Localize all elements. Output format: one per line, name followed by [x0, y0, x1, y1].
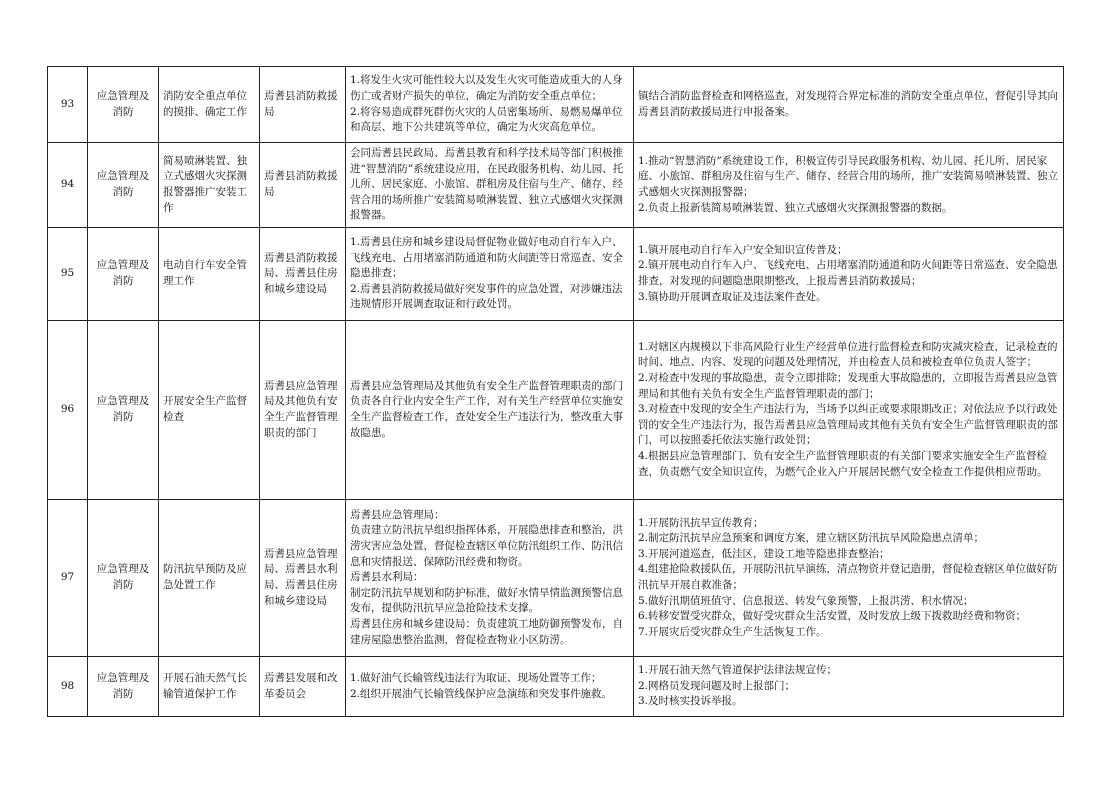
department-duty-cell	[346, 321, 634, 500]
item-cell: 电动自行车安全管理工作	[159, 228, 260, 321]
table-row	[48, 657, 1064, 717]
department-duty-cell	[346, 657, 634, 717]
duty-line: 2.制定防汛抗旱应急预案和调度方案，建立辖区防汛抗旱风险隐患点清单；	[638, 532, 985, 545]
town-duty-cell	[634, 500, 1064, 657]
item-cell: 消防安全重点单位的摸排、确定工作	[159, 67, 260, 143]
duty-line: 2.焉耆县消防救援局做好突发事件的应急处置，对涉嫌违法违规情形开展调查取证和行政处罚。	[350, 282, 623, 311]
duty-line: 1.开展防汛抗旱宣传教育；	[638, 516, 764, 529]
duty-line: 2.网格员发现问题及时上报部门；	[638, 679, 796, 692]
department-cell: 焉耆县发展和改革委员会	[260, 657, 346, 717]
row-number: 94	[48, 143, 88, 228]
department-cell: 焉耆县消防救援局、焉耆县住房和城乡建设局	[260, 228, 346, 321]
department-cell: 焉耆县消防救援局	[260, 143, 346, 228]
row-number: 97	[48, 500, 88, 657]
duty-line: 3.及时核实投诉举报。	[638, 695, 743, 708]
duty-line: 2.对检查中发现的事故隐患，责令立即排除；发现重大事故隐患的，立即报告焉耆县应急管理局和其他有关负有安全生产监督管理职责的部门；	[638, 372, 1058, 400]
table-row	[48, 228, 1064, 321]
duty-line: 焉耆县应急管理局及其他负有安全生产监督管理职责的部门负责各自行业内安全生产工作，对有关生产经营单位实施安全生产监督检查工作，查处安全生产违法行为，整改重大事故隐患。	[350, 379, 623, 439]
category-cell: 应急管理及消防	[88, 143, 159, 228]
duty-line: 2.镇开展电动自行车入户、飞线充电、占用堵塞消防通道和防火间距等日常巡查、安全隐患排查，对发现的问题隐患限期整改，上报焉耆县消防救援局；	[638, 259, 1058, 287]
duty-line: 3.开展河道巡查，低洼区，建设工地等隐患排查整治；	[638, 547, 890, 560]
duty-line: 1.做好油气长输管线违法行为取证、现场处置等工作；	[350, 671, 602, 684]
duty-line: 焉耆县水利局：	[350, 571, 424, 584]
category-cell: 应急管理及消防	[88, 500, 159, 657]
category-cell: 应急管理及消防	[88, 67, 159, 143]
department-duty-cell	[346, 228, 634, 321]
duty-line: 镇结合消防监督检查和网格巡查，对发现符合界定标准的消防安全重点单位，督促引导其向焉耆县消防救援局进行申报备案。	[638, 89, 1058, 118]
department-duty-cell	[346, 67, 634, 143]
department-cell: 焉耆县消防救援局	[260, 67, 346, 143]
row-number: 93	[48, 67, 88, 143]
category-cell: 应急管理及消防	[88, 321, 159, 500]
duty-line: 4.根据县应急管理部门、负有安全生产监督管理职责的有关部门要求实施安全生产监督检查，负责燃气安全知识宣传，为燃气企业入户开展居民燃气安全检查工作提供相应帮助。	[638, 449, 1048, 478]
department-cell: 焉耆县应急管理局、焉耆县水利局、焉耆县住房和城乡建设局	[260, 500, 346, 657]
duty-line: 1.镇开展电动自行车入户安全知识宣传普及；	[638, 243, 848, 256]
table-body	[48, 67, 1064, 717]
row-number: 98	[48, 657, 88, 717]
item-cell: 防汛抗旱预防及应急处置工作	[159, 500, 260, 657]
duty-line: 7.开展灾后受灾群众生产生活恢复工作。	[638, 625, 827, 638]
duty-line: 负责建立防汛抗旱组织指挥体系，开展隐患排查和整治，洪涝灾害应急处置，督促检查辖区单位防汛组织工作、防汛信息和灾情报送、保障防汛经费和物资。	[350, 524, 623, 568]
department-duty-cell	[346, 143, 634, 228]
duty-line: 4.组建抢险救援队伍，开展防汛抗旱演练，清点物资并登记造册，督促检查辖区单位做好防汛抗旱开展自救准备；	[638, 563, 1058, 591]
duty-line: 1.推动“智慧消防”系统建设工作，积极宣传引导民政服务机构、幼儿园、托儿所、居民家庭、小旅馆、群租房及住宿与生产、储存、经营合用的场所，推广安装简易喷淋装置、独立式感烟火灾探测报警器；	[638, 154, 1058, 198]
duty-line: 6.转移安置受灾群众，做好受灾群众生活安置，及时发放上级下拨救助经费和物资；	[638, 610, 1027, 623]
duty-line: 会同焉耆县民政局、焉耆县教育和科学技术局等部门积极推进“智慧消防”系统建设应用，在民政服务机构、幼儿园、托儿所、居民家庭、小旅馆、群租房及住宿与生产、储存、经营合用的场所推广安装简易喷淋装置、独立式感烟火灾探测报警器。	[350, 147, 624, 222]
duty-line: 制定防汛抗旱规划和防护标准，做好水情旱情监测预警信息发布，提供防汛抗旱应急抢险技术支撑。	[350, 586, 623, 615]
duty-line: 3.镇协助开展调查取证及违法案件查处。	[638, 290, 827, 303]
duty-line: 焉耆县应急管理局：	[350, 508, 445, 521]
item-cell: 开展石油天然气长输管道保护工作	[159, 657, 260, 717]
table-row	[48, 143, 1064, 228]
duty-line: 2.组织开展油气长输管线保护应急演练和突发事件施救。	[350, 687, 613, 700]
town-duty-cell	[634, 228, 1064, 321]
town-duty-cell	[634, 143, 1064, 228]
town-duty-cell	[634, 657, 1064, 717]
category-cell: 应急管理及消防	[88, 657, 159, 717]
duty-line: 1.开展石油天然气管道保护法律法规宣传；	[638, 664, 838, 677]
duty-line: 焉耆县住房和城乡建设局：负责建筑工地防御预警发布，自建房屋隐患整治监测，督促检查物业小区防涝。	[350, 617, 623, 646]
duty-line: 3.对检查中发现的安全生产违法行为，当场予以纠正或要求限期改正；对依法应予以行政处罚的安全生产违法行为，报告焉耆县应急管理局或其他有关负有安全生产监督管理职责的部门，可以按照委托依法实施行政处罚；	[638, 403, 1058, 447]
department-duty-cell	[346, 500, 634, 657]
duty-line: 1.对辖区内规模以下非高风险行业生产经营单位进行监督检查和防灾减灾检查，记录检查的时间、地点、内容、发现的问题及处理情况，并由检查人员和被检查单位负责人签字；	[638, 340, 1058, 369]
table-row	[48, 321, 1064, 500]
department-cell: 焉耆县应急管理局及其他负有安全生产监督管理职责的部门	[260, 321, 346, 500]
row-number: 95	[48, 228, 88, 321]
duty-line: 1.焉耆县住房和城乡建设局督促物业做好电动自行车入户、飞线充电、占用堵塞消防通道和防火间距等日常巡查、安全隐患排查；	[350, 236, 623, 280]
town-duty-cell	[634, 67, 1064, 143]
duty-line: 2.将容易造成群死群伤火灾的人员密集场所、易燃易爆单位和高层、地下公共建筑等单位，确定为火灾高危单位。	[350, 105, 623, 134]
town-duty-cell	[634, 321, 1064, 500]
duty-line: 5.做好汛期值班值守、信息报送、转发气象预警，上报洪涝、积水情况；	[638, 594, 974, 607]
category-cell: 应急管理及消防	[88, 228, 159, 321]
duty-line: 1.将发生火灾可能性较大以及发生火灾可能造成重大的人身伤亡或者财产损失的单位，确定为消防安全重点单位；	[350, 74, 623, 102]
table-row	[48, 67, 1064, 143]
item-cell: 开展安全生产监督检查	[159, 321, 260, 500]
duty-line: 2.负责上报新装简易喷淋装置、独立式感烟火灾探测报警器的数据。	[638, 201, 953, 214]
table-row	[48, 500, 1064, 657]
row-number: 96	[48, 321, 88, 500]
item-cell: 简易喷淋装置、独立式感烟火灾探测报警器推广安装工作	[159, 143, 260, 228]
duty-table	[47, 66, 1064, 717]
